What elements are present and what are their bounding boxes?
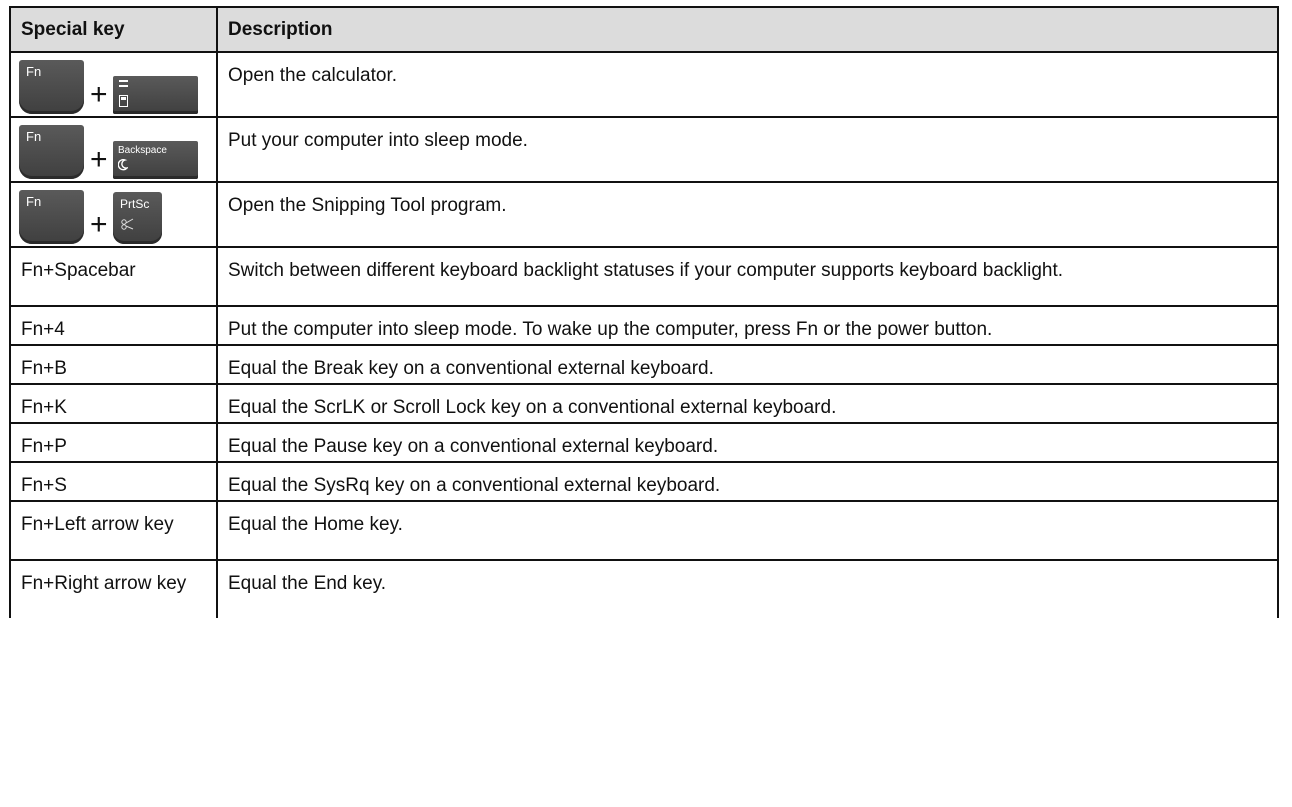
plus-sign: + xyxy=(90,143,108,176)
prtsc-key-image xyxy=(113,192,162,244)
key-cell: Fn+B xyxy=(10,345,217,384)
key-combo-cell xyxy=(10,52,217,117)
snipping-tool-icon xyxy=(120,218,134,230)
table-row xyxy=(10,462,1278,501)
fn-key-label: Fn xyxy=(26,64,42,79)
header-description: Description xyxy=(217,7,1278,52)
table-row xyxy=(10,423,1278,462)
backspace-key-label: Backspace xyxy=(118,145,167,156)
description-cell: Equal the ScrLK or Scroll Lock key on a conventional external keyboard. xyxy=(217,384,1278,423)
table-row-fn-calculator xyxy=(10,52,1278,117)
backspace-key-image xyxy=(113,141,198,179)
description-cell: Open the calculator. xyxy=(217,52,1278,117)
description-cell: Equal the End key. xyxy=(217,560,1278,618)
fn-key-image xyxy=(19,190,84,244)
description-cell: Equal the Pause key on a conventional external keyboard. xyxy=(217,423,1278,462)
fn-calculator-combo xyxy=(19,60,211,114)
description-cell: Equal the Home key. xyxy=(217,501,1278,560)
prtsc-key-label: PrtSc xyxy=(120,197,150,211)
fn-key-label: Fn xyxy=(26,129,42,144)
description-cell: Switch between different keyboard backlight statuses if your computer supports keyboard backlight. xyxy=(217,247,1278,306)
key-cell: Fn+Spacebar xyxy=(10,247,217,306)
plus-sign: + xyxy=(90,78,108,111)
description-cell: Put your computer into sleep mode. xyxy=(217,117,1278,182)
fn-key-image xyxy=(19,60,84,114)
special-keys-table xyxy=(9,6,1279,618)
table-header-row xyxy=(10,7,1278,52)
table-row xyxy=(10,306,1278,345)
description-cell: Equal the Break key on a conventional external keyboard. xyxy=(217,345,1278,384)
plus-sign: + xyxy=(90,208,108,241)
table-row-fn-prtsc xyxy=(10,182,1278,247)
fn-backspace-combo xyxy=(19,125,211,179)
fn-prtsc-combo xyxy=(19,190,211,244)
key-cell: Fn+K xyxy=(10,384,217,423)
key-cell: Fn+P xyxy=(10,423,217,462)
key-cell: Fn+4 xyxy=(10,306,217,345)
key-cell: Fn+Left arrow key xyxy=(10,501,217,560)
description-cell: Open the Snipping Tool program. xyxy=(217,182,1278,247)
key-combo-cell xyxy=(10,182,217,247)
table-row xyxy=(10,247,1278,306)
table-row-fn-backspace xyxy=(10,117,1278,182)
table-row xyxy=(10,345,1278,384)
description-cell: Equal the SysRq key on a conventional external keyboard. xyxy=(217,462,1278,501)
header-special-key: Special key xyxy=(10,7,217,52)
key-cell: Fn+Right arrow key xyxy=(10,560,217,618)
table-row xyxy=(10,384,1278,423)
fn-key-label: Fn xyxy=(26,194,42,209)
table-row xyxy=(10,501,1278,560)
key-cell: Fn+S xyxy=(10,462,217,501)
calculator-key-image xyxy=(113,76,198,114)
description-cell: Put the computer into sleep mode. To wake up the computer, press Fn or the power button. xyxy=(217,306,1278,345)
key-combo-cell xyxy=(10,117,217,182)
moon-icon xyxy=(118,159,128,171)
table-row xyxy=(10,560,1278,618)
fn-key-image xyxy=(19,125,84,179)
